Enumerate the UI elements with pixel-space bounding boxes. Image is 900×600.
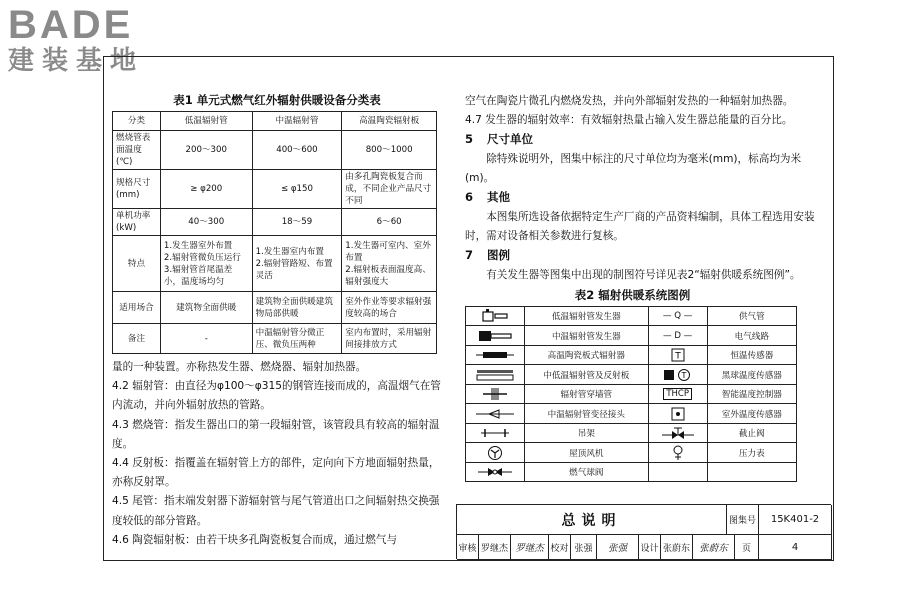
table-row [113,236,437,292]
legend-label: 低温辐射管发生器 [525,306,649,326]
symbol-letter: T [674,351,681,362]
legend-label: 压力表 [707,443,796,463]
designer-signature: 张蔚东 [693,535,735,560]
table-cell: - [160,324,252,354]
gas-ball-valve-symbol [477,466,513,478]
left-column [112,92,442,550]
table-cell: 800～1000 [342,131,437,170]
legend-label: 中温辐射管变径接头 [525,404,649,424]
controller-symbol: THCP [663,388,692,400]
legend-label: 吊架 [525,423,649,443]
table-cell: ≤ φ150 [252,170,342,209]
design-label: 设计 [639,535,661,560]
legend-row [466,345,797,365]
section-title: 其他 [487,190,510,205]
symbol-cell [466,404,525,424]
paragraph: 本图集所选设备依据特定生产厂商的产品资料编制，具体工程选用安装时，需对设备相关参数进行复核。 [465,210,815,243]
row-label: 适用场合 [113,292,161,324]
table-cell: 200～300 [160,131,252,170]
row-label: 特点 [113,236,161,292]
legend-label: 恒温传感器 [707,345,796,365]
symbol-cell [466,306,525,326]
legend-label: 高温陶瓷板式辐射器 [525,345,649,365]
table-cell: 建筑物全面供暖 [160,292,252,324]
symbol-letter: T [681,370,687,380]
checker-name: 张强 [571,535,597,560]
feature-line: 1.发生器室外布置 [163,240,233,251]
tube-reflector-symbol [475,369,515,381]
reducer-joint-symbol [475,409,515,419]
table-cell: 6～60 [342,209,437,236]
feature-line: 3.辐射管首尾温差小，温度场均匀 [163,264,233,287]
legend-row [466,404,797,424]
table-row [113,292,437,324]
symbol-cell [648,443,707,463]
table-cell [342,236,437,292]
designer-name: 张蔚东 [661,535,693,560]
table-cell: 建筑物全面供暖建筑物局部供暖 [252,292,342,324]
wall-sleeve-symbol [481,387,509,401]
paragraph: 4.5 尾管：指末端发射器下游辐射管与尾气管道出口之间辐射热交换强度较低的部分管路。 [112,495,440,527]
legend-label: 燃气球阀 [525,462,649,482]
table-cell: 40～300 [160,209,252,236]
table-row [113,131,437,170]
outdoor-sensor-symbol [671,407,685,421]
symbol-cell [466,443,525,463]
section-title: 尺寸单位 [487,132,533,147]
legend-label [707,462,796,482]
table-row [113,324,437,354]
drawing-title: 总说明 [457,505,727,535]
right-column [465,92,825,482]
legend-label: 截止阀 [707,423,796,443]
feature-line: 1.发生器可室内、室外布置 [345,240,431,263]
legend-row [466,423,797,443]
paragraph: 量的一种装置。亦称热发生器、燃烧器、辐射加热器。 [112,361,367,373]
table-cell [160,236,252,292]
table-cell: 18～59 [252,209,342,236]
table-row [113,209,437,236]
symbol-cell [648,365,707,385]
section-heading [465,246,825,266]
legend-row [466,384,797,404]
symbol-text: — Q — [648,306,707,326]
table-row [113,170,437,209]
header-cell: 中温辐射管 [252,112,342,131]
logo-subtitle: 建装基地 [8,46,145,76]
symbol-cell [466,384,525,404]
symbol-cell [648,384,707,404]
header-cell: 低温辐射管 [160,112,252,131]
roof-fan-symbol [487,445,503,461]
atlas-label: 图集号 [727,505,759,535]
atlas-number: 15K401-2 [759,505,832,535]
row-label: 备注 [113,324,161,354]
low-temp-generator-symbol [480,309,510,323]
table-cell: 室外作业等要求辐射强度较高的场合 [342,292,437,324]
symbol-cell [466,326,525,346]
legend-row [466,306,797,326]
paragraph: 4.2 辐射管：由直径为φ100～φ315的钢管连接而成的，高温烟气在管内流动，并向外辐射放热的管路。 [112,380,441,412]
paragraph: 空气在陶瓷片微孔内燃烧发热，并向外部辐射发热的一种辐射加热器。 [465,95,794,107]
table-cell [252,236,342,292]
legend-row [466,462,797,482]
page-label: 页 [735,535,759,560]
row-label: 单机功率(kW) [113,209,161,236]
row-label: 规格尺寸(mm) [113,170,161,209]
paragraph: 除特殊说明外，图集中标注的尺寸单位均为毫米(mm)，标高均为米(m)。 [465,152,802,185]
legend-label: 辐射管穿墙管 [525,384,649,404]
legend-label: 中温辐射管发生器 [525,326,649,346]
legend-row [466,365,797,385]
legend-label: 室外温度传感器 [707,404,796,424]
section-heading [465,188,825,208]
legend-label: 智能温度控制器 [707,384,796,404]
feature-line: 2.辐射板表面温度高、辐射强度大 [345,264,431,287]
table-header-row [113,112,437,131]
section-number: 6 [465,190,474,205]
black-globe-sensor-symbol [663,368,693,382]
feature-line: 1.发生器室内布置 [255,246,324,257]
title-block [456,504,831,559]
legend-label: 中低温辐射管及反射板 [525,365,649,385]
legend-label: 黑球温度传感器 [707,365,796,385]
paragraph: 4.3 燃烧管：指发生器出口的第一段辐射管，该管段具有较高的辐射温度。 [112,418,440,450]
section-number: 7 [465,248,474,263]
symbol-cell [648,462,707,482]
table2-caption: 表2 辐射供暖系统图例 [574,287,691,302]
ceramic-radiator-symbol [475,350,515,360]
thermostat-sensor-symbol [671,348,685,362]
section-heading [465,130,825,150]
pressure-gauge-symbol [671,445,685,461]
symbol-cell [466,365,525,385]
section-number: 5 [465,132,474,147]
logo-brand: BADE [8,3,134,47]
check-label: 校对 [549,535,571,560]
table-cell: 室内布置时，采用辐射间接排放方式 [342,324,437,354]
table-cell: 400～600 [252,131,342,170]
paragraph: 4.4 反射板：指覆盖在辐射管上方的部件，定向向下方地面辐射热量，亦称反射罩。 [112,457,440,489]
classification-table [112,111,437,354]
row-label: 燃烧管表面温度(℃) [113,131,161,170]
legend-label: 屋顶风机 [525,443,649,463]
header-cell: 高温陶瓷辐射板 [342,112,437,131]
reviewer-name: 罗继杰 [479,535,511,560]
review-label: 审核 [457,535,479,560]
header-cell: 分类 [113,112,161,131]
checker-signature: 张强 [597,535,639,560]
paragraph: 有关发生器等图集中出现的制图符号详见表2“辐射供暖系统图例”。 [486,268,801,281]
paragraph: 4.7 发生器的辐射效率：有效辐射热量占输入发生器总能量的百分比。 [465,114,793,127]
section-title: 图例 [487,248,510,263]
table-cell: ≥ φ200 [160,170,252,209]
symbol-cell [466,423,525,443]
table1-caption: 表1 单元式燃气红外辐射供暖设备分类表 [173,93,381,107]
reviewer-signature: 罗继杰 [511,535,549,560]
symbol-cell [648,404,707,424]
legend-row [466,443,797,463]
symbol-cell [466,462,525,482]
paragraph: 4.6 陶瓷辐射板：由若干块多孔陶瓷板复合而成，通过燃气与 [112,533,398,546]
symbol-cell [466,345,525,365]
stop-valve-symbol [661,426,695,440]
table-cell: 由多孔陶瓷板复合而成，不同企业产品尺寸不同 [342,170,437,209]
legend-table [465,306,797,483]
hanger-symbol [479,428,511,438]
table-cell: 中温辐射管分微正压、微负压两种 [252,324,342,354]
page-number: 4 [759,535,832,560]
legend-row [466,326,797,346]
symbol-cell [648,423,707,443]
symbol-text: — D — [648,326,707,346]
legend-label: 电气线路 [707,326,796,346]
symbol-cell [648,345,707,365]
feature-line: 2.辐射管微负压运行 [163,252,241,263]
legend-label: 供气管 [707,306,796,326]
feature-line: 2.辐射管路短、布置灵活 [255,258,333,281]
mid-temp-generator-symbol [477,330,513,342]
